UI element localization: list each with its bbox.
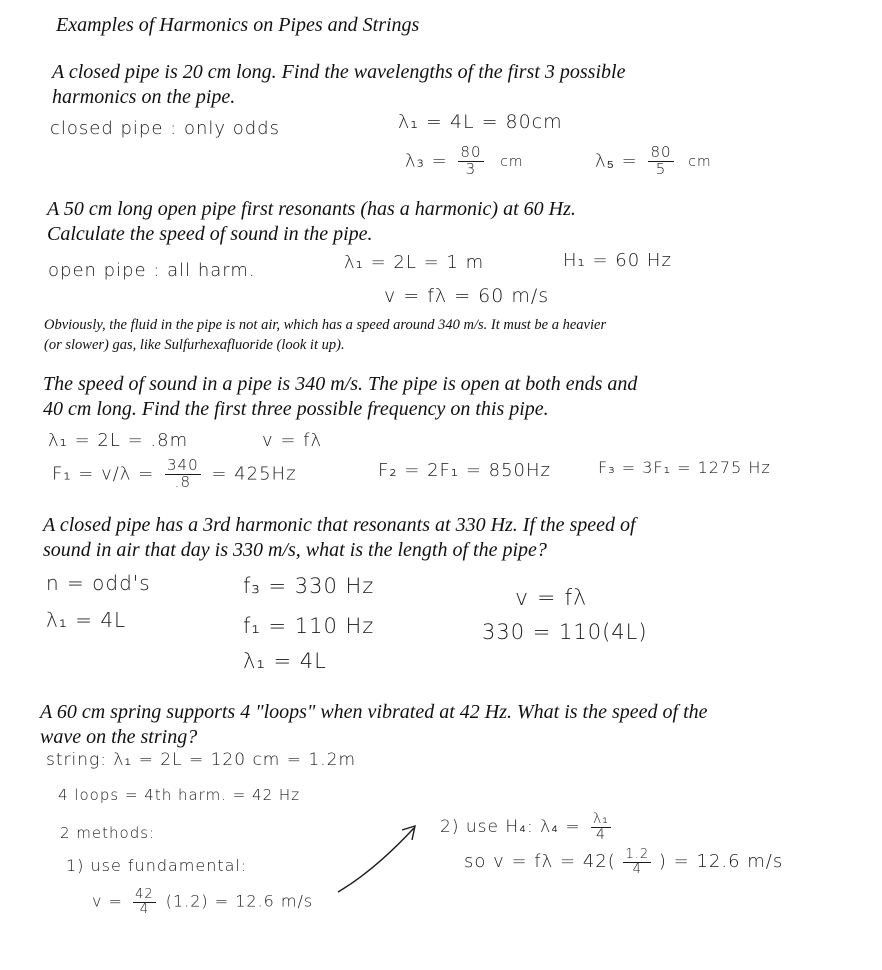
q3-work-f1 xyxy=(52,458,297,491)
q1-line1: A closed pipe is 20 cm long. Find the wavelengths of the first 3 possible xyxy=(52,61,626,83)
q3-work-f3: F₃ = 3F₁ = 1275 Hz xyxy=(598,458,771,477)
q5-m2-fraction xyxy=(591,812,611,842)
q3-work-f2: F₂ = 2F₁ = 850Hz xyxy=(378,460,551,481)
q5-m1-den: 4 xyxy=(139,901,149,917)
q5-m2-num: λ₁ xyxy=(593,811,609,827)
q1-lambda5-prefix: λ₅ = xyxy=(595,150,638,172)
q5-m2-prefix: 2) use H₄: λ₄ = xyxy=(440,817,581,838)
q3-f1-num: 340 xyxy=(167,456,199,474)
q4-line1: A closed pipe has a 3rd harmonic that resonants at 330 Hz. If the speed of xyxy=(43,514,636,536)
q5-work-method1-calc xyxy=(92,888,313,916)
q2-work-lambda1: λ₁ = 2L = 1 m xyxy=(344,252,485,273)
q5-m1-prefix: v = xyxy=(92,891,123,911)
q5-m1-fraction xyxy=(133,888,156,916)
q3-line2: 40 cm long. Find the first three possible frequency on this pipe. xyxy=(43,398,549,420)
q5-line1: A 60 cm spring supports 4 "loops" when vibrated at 42 Hz. What is the speed of the xyxy=(40,701,708,723)
q1-line2: harmonics on the pipe. xyxy=(52,86,236,108)
q5-work-method2 xyxy=(440,812,615,842)
q2-note-line1: Obviously, the fluid in the pipe is not air, which has a speed around 340 m/s. It must be a heavier xyxy=(44,317,607,333)
q2-line1: A 50 cm long open pipe first resonants (has a harmonic) at 60 Hz. xyxy=(47,198,576,220)
q1-work-lambda1: λ₁ = 4L = 80cm xyxy=(398,111,563,133)
q5-m2-den: 4 xyxy=(596,826,606,843)
q5-so-den: 4 xyxy=(632,861,642,877)
q4-work-equation: 330 = 110(4L) xyxy=(482,620,648,644)
q3-line1: The speed of sound in a pipe is 340 m/s. The pipe is open at both ends and xyxy=(43,373,638,395)
q1-lambda5-unit: cm xyxy=(688,154,712,171)
q1-work-label: closed pipe : only odds xyxy=(50,118,280,139)
q5-m1-num: 42 xyxy=(135,887,154,902)
q1-lambda3-prefix: λ₃ = xyxy=(405,150,448,172)
q3-work-v-eq: v = fλ xyxy=(262,430,323,451)
q2-note-line2: (or slower) gas, like Sulfurhexafluoride (look it up). xyxy=(44,337,345,353)
q5-work-loops: 4 loops = 4th harm. = 42 Hz xyxy=(58,786,301,804)
q2-line2: Calculate the speed of sound in the pipe. xyxy=(47,223,373,245)
q1-lambda5-den: 5 xyxy=(655,159,667,178)
q1-lambda3-unit: cm xyxy=(500,154,524,171)
q5-work-methods: 2 methods: xyxy=(60,824,156,842)
hand-arrow-icon xyxy=(330,818,430,898)
q3-f1-fraction xyxy=(165,458,201,491)
q5-work-string: string: λ₁ = 2L = 120 cm = 1.2m xyxy=(46,750,357,770)
q4-work-v-eq: v = fλ xyxy=(515,586,588,611)
q1-lambda3-num: 80 xyxy=(460,143,482,161)
q2-work-h1: H₁ = 60 Hz xyxy=(563,250,672,271)
q2-work-speed: v = fλ = 60 m/s xyxy=(384,285,550,307)
q4-work-f1: f₁ = 110 Hz xyxy=(243,614,375,638)
q3-work-lambda1: λ₁ = 2L = .8m xyxy=(48,430,189,451)
q4-work-lambda1-b: λ₁ = 4L xyxy=(243,649,327,673)
q4-line2: sound in air that day is 330 m/s, what is the length of the pipe? xyxy=(43,539,547,561)
q1-lambda3-fraction xyxy=(458,145,483,178)
q5-so-fraction xyxy=(623,848,651,876)
q5-so-num: 1.2 xyxy=(625,847,650,862)
q1-lambda3-den: 3 xyxy=(465,159,477,178)
q1-lambda5-num: 80 xyxy=(650,143,672,161)
q4-work-n: n = odd's xyxy=(46,571,151,595)
page-title: Examples of Harmonics on Pipes and Strings xyxy=(56,14,420,36)
q3-f1-result: = 425Hz xyxy=(211,463,297,485)
q4-work-f3: f₃ = 330 Hz xyxy=(243,574,375,598)
q1-work-lambda5 xyxy=(595,145,712,178)
q5-so-prefix: so v = fλ = 42( xyxy=(464,851,616,873)
q4-work-lambda1: λ₁ = 4L xyxy=(46,608,127,632)
q5-work-method1: 1) use fundamental: xyxy=(66,856,248,875)
q5-m1-result: (1.2) = 12.6 m/s xyxy=(165,891,314,911)
q1-work-lambda3 xyxy=(405,145,524,178)
q5-so-result: ) = 12.6 m/s xyxy=(658,851,784,873)
q2-work-label: open pipe : all harm. xyxy=(48,260,256,281)
q5-work-so xyxy=(464,848,783,876)
q1-lambda5-fraction xyxy=(648,145,673,178)
q5-line2: wave on the string? xyxy=(40,726,198,748)
q3-f1-den: .8 xyxy=(174,472,191,491)
q3-f1-prefix: F₁ = v/λ = xyxy=(52,463,155,485)
